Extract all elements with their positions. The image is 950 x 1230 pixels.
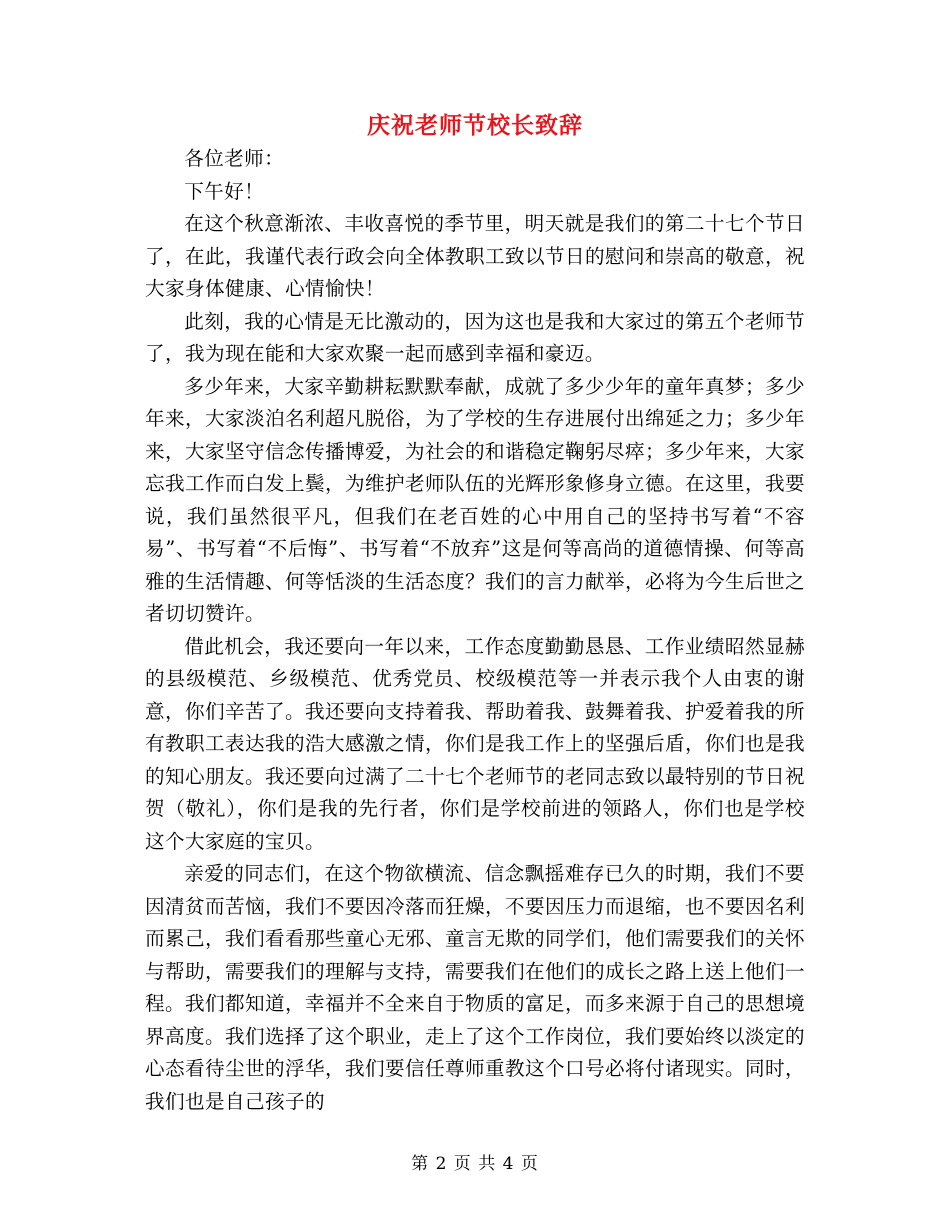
paragraph: 借此机会，我还要向一年以来，工作态度勤勤恳恳、工作业绩昭然显赫的县级模范、乡级模范、优秀党员、校级模范等一并表示我个人由衷的谢意，你们辛苦了。我还要向支持着我、帮助着我、鼓舞着我、护爱着我的所有教职工表达我的浩大感激之情，你们是我工作上的坚强后盾，你们也是我的知心朋友。我还要向过满了二十七个老师节的老同志致以最特别的节日祝贺（敬礼），你们是我的先行者，你们是学校前进的领路人，你们也是学校这个大家庭的宝贝。 — [145, 634, 805, 853]
paragraph: 在这个秋意渐浓、丰收喜悦的季节里，明天就是我们的第二十七个节日了，在此，我谨代表行政会向全体教职工致以节日的慰问和崇高的敬意，祝大家身体健康、心情愉快！ — [145, 212, 805, 300]
salutation: 各位老师： — [184, 147, 285, 170]
paragraph: 多少年来，大家辛勤耕耘默默奉献，成就了多少少年的童年真梦；多少年来，大家淡泊名利超凡脱俗，为了学校的生存进展付出绵延之力；多少年来，大家坚守信念传播博爱，为社会的和谐稳定鞠躬尽瘁；多少年来，大家忘我工作而白发上鬓，为维护老师队伍的光辉形象修身立德。在这里，我要说，我们虽然很平凡，但我们在老百姓的心中用自己的坚持书写着“不容易”、书写着“不后悔”、书写着“不放弃”这是何等高尚的道德情操、何等高雅的生活情趣、何等恬淡的生活态度？我们的言力献举，必将为今生后世之者切切赞许。 — [145, 374, 805, 625]
paragraph: 此刻，我的心情是无比激动的，因为这也是我和大家过的第五个老师节了，我为现在能和大家欢聚一起而感到幸福和豪迈。 — [145, 309, 805, 365]
page-footer: 第 2 页 共 4 页 — [411, 1154, 539, 1174]
paragraph: 亲爱的同志们，在这个物欲横流、信念飘摇难存已久的时期，我们不要因清贫而苦恼，我们不要因冷落而狂燥，不要因压力而退缩，也不要因名利而累己，我们看看那些童心无邪、童言无欺的同学们，他们需要我们的关怀与帮助，需要我们的理解与支持，需要我们在他们的成长之路上送上他们一程。我们都知道，幸福并不全来自于物质的富足，而多来源于自己的思想境界高度。我们选择了这个职业，走上了这个工作岗位，我们要始终以淡定的心态看待尘世的浮华，我们要信任尊师重教这个口号必将付诸现实。同时，我们也是自己孩子的 — [145, 862, 805, 1113]
document-body — [145, 143, 805, 1118]
document-title: 庆祝老师节校长致辞 — [367, 112, 583, 139]
greeting: 下午好！ — [184, 179, 265, 203]
